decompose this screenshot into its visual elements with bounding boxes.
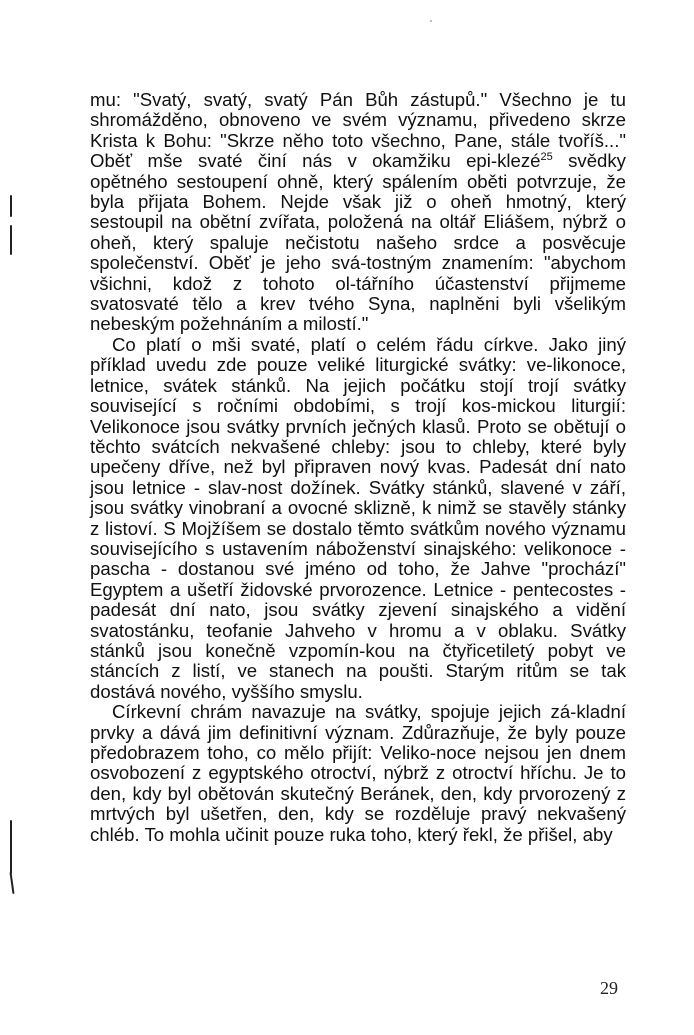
paragraph-1-text-b: svědky opětného sestoupení ohně, který spálením oběti potvrzuje, že byla přijata Bohem. Nejde však již o oheň hmotný, který sestoupil na obětní zvířata, položená na oltář Eliášem, nýbrž o oheň, který spaluje nečistotu našeho srdce a posvěcuje společenství. Oběť je jeho svá-tostným znamením: "abychom všichni, kdož z tohoto ol-tářního účastenství přijmeme svatosvaté tělo a krev tvého Syna, naplněni byli všelikým nebeským požehnáním a milostí." [90, 150, 626, 335]
paragraph-1-text-a: mu: "Svatý, svatý, svatý Pán Bůh zástupů." Všechno je tu shromážděno, obnoveno ve svém významu, přivedeno skrze Krista k Bohu: "Skrze něho toto všechno, Pane, stále tvoříš..." Oběť mše svaté činí nás v okamžiku epi-klezé [90, 89, 626, 172]
footnote-reference: 25 [540, 151, 553, 164]
page-number: 29 [600, 978, 618, 998]
paragraph-2: Co platí o mši svaté, platí o celém řádu církve. Jako jiný příklad uvedu zde pouze veliké liturgické svátky: ve-likonoce, letnice, svátek stánků. Na jejich počátku stojí trojí svátky související s ročními obdobími, s trojí kos-mickou liturgií: Velikonoce jsou svátky prvních ječných klasů. Proto se obětují o těchto svátcích nekvašené chleby: jsou to chleby, které byly upečeny dříve, než byl připraven nový kvas. Padesát dní nato jsou letnice - slav-nost dožínek. Svátky stánků, slavené v září, jsou svátky vinobraní a ovocné sklizně, k nimž se stavěly stánky z listoví. S Mojžíšem se dostalo těmto svátkům nového významu souvisejícího s ustavením náboženství sinajského: velikonoce - pascha - dostanou své jméno od toho, že Jahve "prochází" Egyptem a ušetří židovské prvorozence. Letnice - pentecostes - padesát dní nato, jsou svátky zjevení sinajského a vidění svatostánku, teofanie Jahveho v hromu a v oblaku. Svátky stánků jsou konečně vzpomín-kou na čtyřicetiletý pobyt ve stáncích z listí, ve stanech na poušti. Starým ritům se tak dostává nového, vyššího smyslu. [90, 333, 626, 702]
paragraph-3: Církevní chrám navazuje na svátky, spojuje jejich zá-kladní prvky a dává jim definitivní význam. Zdůrazňuje, že byly pouze předobrazem toho, co mělo přijít: Veliko-noce nejsou jen dnem osvobození z egyptského otroctví, nýbrž z otroctví hříchu. Je to den, kdy byl obětován skutečný Beránek, den, kdy prvorozený z mrtvých byl ušetřen, den, kdy se rozděluje pravý nekvašený chléb. To mohla učinit pouze ruka toho, který řekl, že přišel, aby [90, 701, 626, 845]
left-margin-mark [10, 225, 12, 255]
paper-speck [430, 20, 432, 22]
left-margin-mark [9, 872, 14, 894]
left-margin-mark [10, 820, 12, 874]
paragraph-1 [90, 90, 626, 335]
body-text [90, 90, 626, 845]
left-margin-mark [10, 195, 12, 217]
